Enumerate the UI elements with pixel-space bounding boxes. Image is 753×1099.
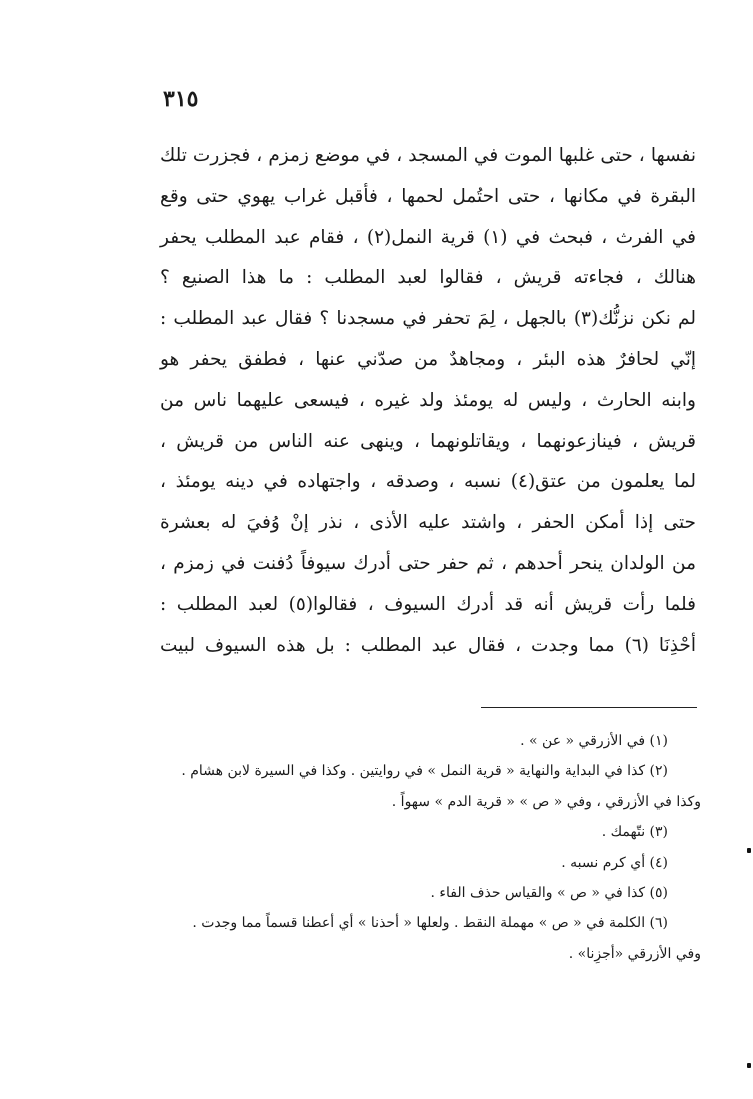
text-line: لم نكن نزنُّك(٣) بالجهل ، لِمَ تحفر في مسجدنا ؟ فقال عبد المطلب : (160, 308, 696, 330)
text-line: قريش ، فينازعونهما ، ويقاتلونهما ، وينهى عنه الناس من قريش ، (160, 430, 696, 452)
text-line: إنّي لحافرٌ هذه البئر ، ومجاهدٌ من صدّني عنها ، فطفق يحفر هو (160, 348, 696, 370)
footnote-line: (٤) أي كرم نسبه . (561, 854, 668, 871)
text-line: هنالك ، فجاءته قريش ، فقالوا لعبد المطلب : ما هذا الصنيع ؟ (160, 267, 696, 289)
text-line: وابنه الحارث ، وليس له يومئذ ولد غيره ، فيسعى عليهما ناس من (160, 389, 696, 411)
footnote-line: (٣) نتّهمك . (601, 824, 668, 841)
text-line: البقرة في مكانها ، حتى احتُمل لحمها ، فأقبل غراب يهوي حتى وقع (160, 185, 696, 207)
text-line: من الولدان ينحر أحدهم ، ثم حفر حتى أدرك سيوفاً دُفنت في زمزم ، (160, 552, 696, 574)
text-line: فلما رأت قريش أنه قد أدرك السيوف ، فقالوا(٥) لعبد المطلب : (160, 593, 696, 615)
footnote-divider (481, 707, 697, 708)
text-line: نفسها ، حتى غلبها الموت في المسجد ، في موضع زمزم ، فجزرت تلك (160, 145, 696, 166)
footnote-line: (٦) الكلمة في « ص » مهملة النقط . ولعلها « أحذنا » أي أعطنا قسماً مما وجدت . (192, 915, 668, 932)
footnotes-block (160, 726, 701, 969)
scan-speck (747, 848, 751, 853)
page-number: ٣١٥ (163, 86, 199, 112)
text-line: حتى إذا أمكن الحفر ، واشتد عليه الأذى ، نذر إنْ وُفيَ له بعشرة (160, 512, 696, 534)
text-line: لما يعلمون من عتق(٤) نسبه ، وصدقه ، واجتهاده في دينه يومئذ ، (160, 471, 696, 493)
footnote-line: (١) في الأزرقي « عن » . (520, 733, 668, 749)
footnote-line: وفي الأزرقي «أجزِنا» . (568, 945, 701, 962)
text-line: في الفرث ، فبحث في (١) قرية النمل(٢) ، فقام عبد المطلب يحفر (160, 226, 696, 248)
main-text-block (160, 136, 696, 666)
footnote-line: (٢) كذا في البداية والنهاية « قرية النمل » في روايتين . وكذا في السيرة لابن هشام . (181, 763, 668, 780)
footnote-line: (٥) كذا في « ص » والقياس حذف الفاء . (430, 884, 668, 901)
text-line: أحْذِنَا (٦) مما وجدت ، فقال عبد المطلب : بل هذه السيوف لبيت (160, 634, 697, 656)
scan-speck (747, 1063, 751, 1068)
footnote-line: وكذا في الأزرقي ، وفي « ص » « قرية الدم » سهواً . (391, 793, 701, 810)
